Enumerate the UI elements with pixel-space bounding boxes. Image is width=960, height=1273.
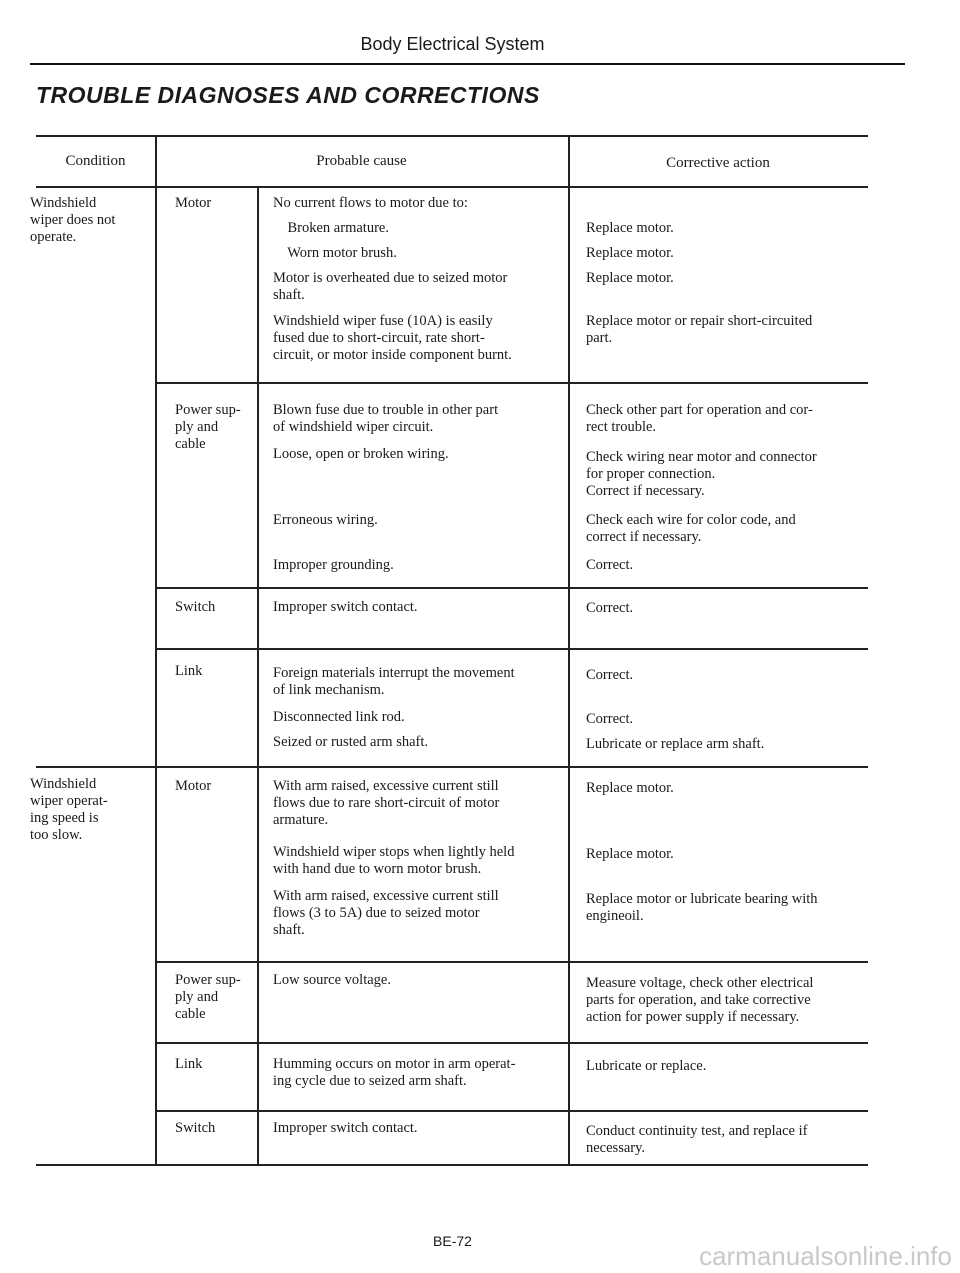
cause-cell: Improper switch contact. [273, 599, 418, 615]
watermark: carmanualsonline.info [699, 1241, 952, 1271]
component-cell: Motor [175, 195, 212, 211]
condition-cell: Windshield wiper operat- ing speed is too slow. [30, 776, 108, 843]
cause-cell: Low source voltage. [273, 972, 391, 988]
header-rule [30, 63, 905, 65]
col-rule [568, 135, 570, 1164]
action-cell: Replace motor. [586, 780, 674, 796]
cause-cell: Erroneous wiring. [273, 512, 378, 528]
cause-cell: Windshield wiper stops when lightly held with hand due to worn motor brush. [273, 844, 515, 877]
action-cell: Check other part for operation and cor- rect trouble. [586, 402, 813, 435]
cause-cell: Broken armature. [273, 220, 389, 236]
component-cell: Power sup- ply and cable [175, 972, 241, 1022]
action-cell: Replace motor. [586, 220, 674, 236]
row-rule [155, 1110, 868, 1112]
cause-cell: With arm raised, excessive current still flows (3 to 5A) due to seized motor shaft. [273, 888, 499, 938]
component-cell: Link [175, 1056, 203, 1072]
column-header-cause: Probable cause [316, 153, 407, 169]
component-cell: Switch [175, 1120, 216, 1136]
section-title: Body Electrical System [360, 34, 545, 54]
cause-cell: Seized or rusted arm shaft. [273, 734, 429, 750]
cause-cell: Blown fuse due to trouble in other part of windshield wiper circuit. [273, 402, 499, 435]
component-cell: Switch [175, 599, 216, 615]
cause-cell: Improper grounding. [273, 557, 394, 573]
component-cell: Link [175, 663, 203, 679]
page-title: TROUBLE DIAGNOSES AND CORRECTIONS [36, 82, 540, 108]
cause-cell: Loose, open or broken wiring. [273, 446, 449, 462]
column-header-action: Corrective action [666, 155, 770, 171]
row-rule [155, 587, 868, 589]
action-cell: Correct. [586, 711, 634, 727]
row-rule [155, 648, 868, 650]
action-cell: Replace motor. [586, 270, 674, 286]
cause-cell: Foreign materials interrupt the movement of link mechanism. [273, 665, 515, 698]
row-rule [155, 961, 868, 963]
action-cell: Correct. [586, 557, 634, 573]
cause-cell: Motor is overheated due to seized motor shaft. [273, 270, 508, 303]
table-header-rule [36, 186, 868, 188]
cause-cell: With arm raised, excessive current still flows due to rare short-circuit of motor armature. [273, 778, 500, 828]
cause-cell: Worn motor brush. [273, 245, 397, 261]
action-cell: Correct. [586, 667, 634, 683]
condition-cell: Windshield wiper does not operate. [30, 195, 116, 245]
component-cell: Motor [175, 778, 212, 794]
action-cell: Check each wire for color code, and correct if necessary. [586, 512, 796, 545]
cause-cell: Improper switch contact. [273, 1120, 418, 1136]
action-cell: Conduct continuity test, and replace if necessary. [586, 1123, 808, 1156]
cause-cell: Windshield wiper fuse (10A) is easily fused due to short-circuit, rate short- circuit, or motor inside component burnt. [273, 313, 512, 363]
cause-cell: Humming occurs on motor in arm operat- ing cycle due to seized arm shaft. [273, 1056, 516, 1089]
col-rule [155, 135, 157, 1164]
component-cell: Power sup- ply and cable [175, 402, 241, 452]
col-rule [257, 186, 259, 1164]
row-rule [155, 382, 868, 384]
column-header-condition: Condition [65, 153, 126, 169]
action-cell: Lubricate or replace. [586, 1058, 707, 1074]
row-rule [155, 1042, 868, 1044]
table-top-rule [36, 135, 868, 137]
cause-cell: Disconnected link rod. [273, 709, 405, 725]
action-cell: Lubricate or replace arm shaft. [586, 736, 765, 752]
page-number: BE-72 [433, 1233, 472, 1249]
action-cell: Check wiring near motor and connector for proper connection. Correct if necessary. [586, 449, 817, 499]
row-rule [36, 766, 868, 768]
action-cell: Measure voltage, check other electrical parts for operation, and take corrective action for power supply if necessary. [586, 975, 814, 1025]
action-cell: Correct. [586, 600, 634, 616]
table-bottom-rule [36, 1164, 868, 1166]
action-cell: Replace motor or repair short-circuited part. [586, 313, 813, 346]
action-cell: Replace motor. [586, 245, 674, 261]
action-cell: Replace motor. [586, 846, 674, 862]
action-cell: Replace motor or lubricate bearing with engineoil. [586, 891, 818, 924]
cause-cell: No current flows to motor due to: [273, 195, 468, 211]
